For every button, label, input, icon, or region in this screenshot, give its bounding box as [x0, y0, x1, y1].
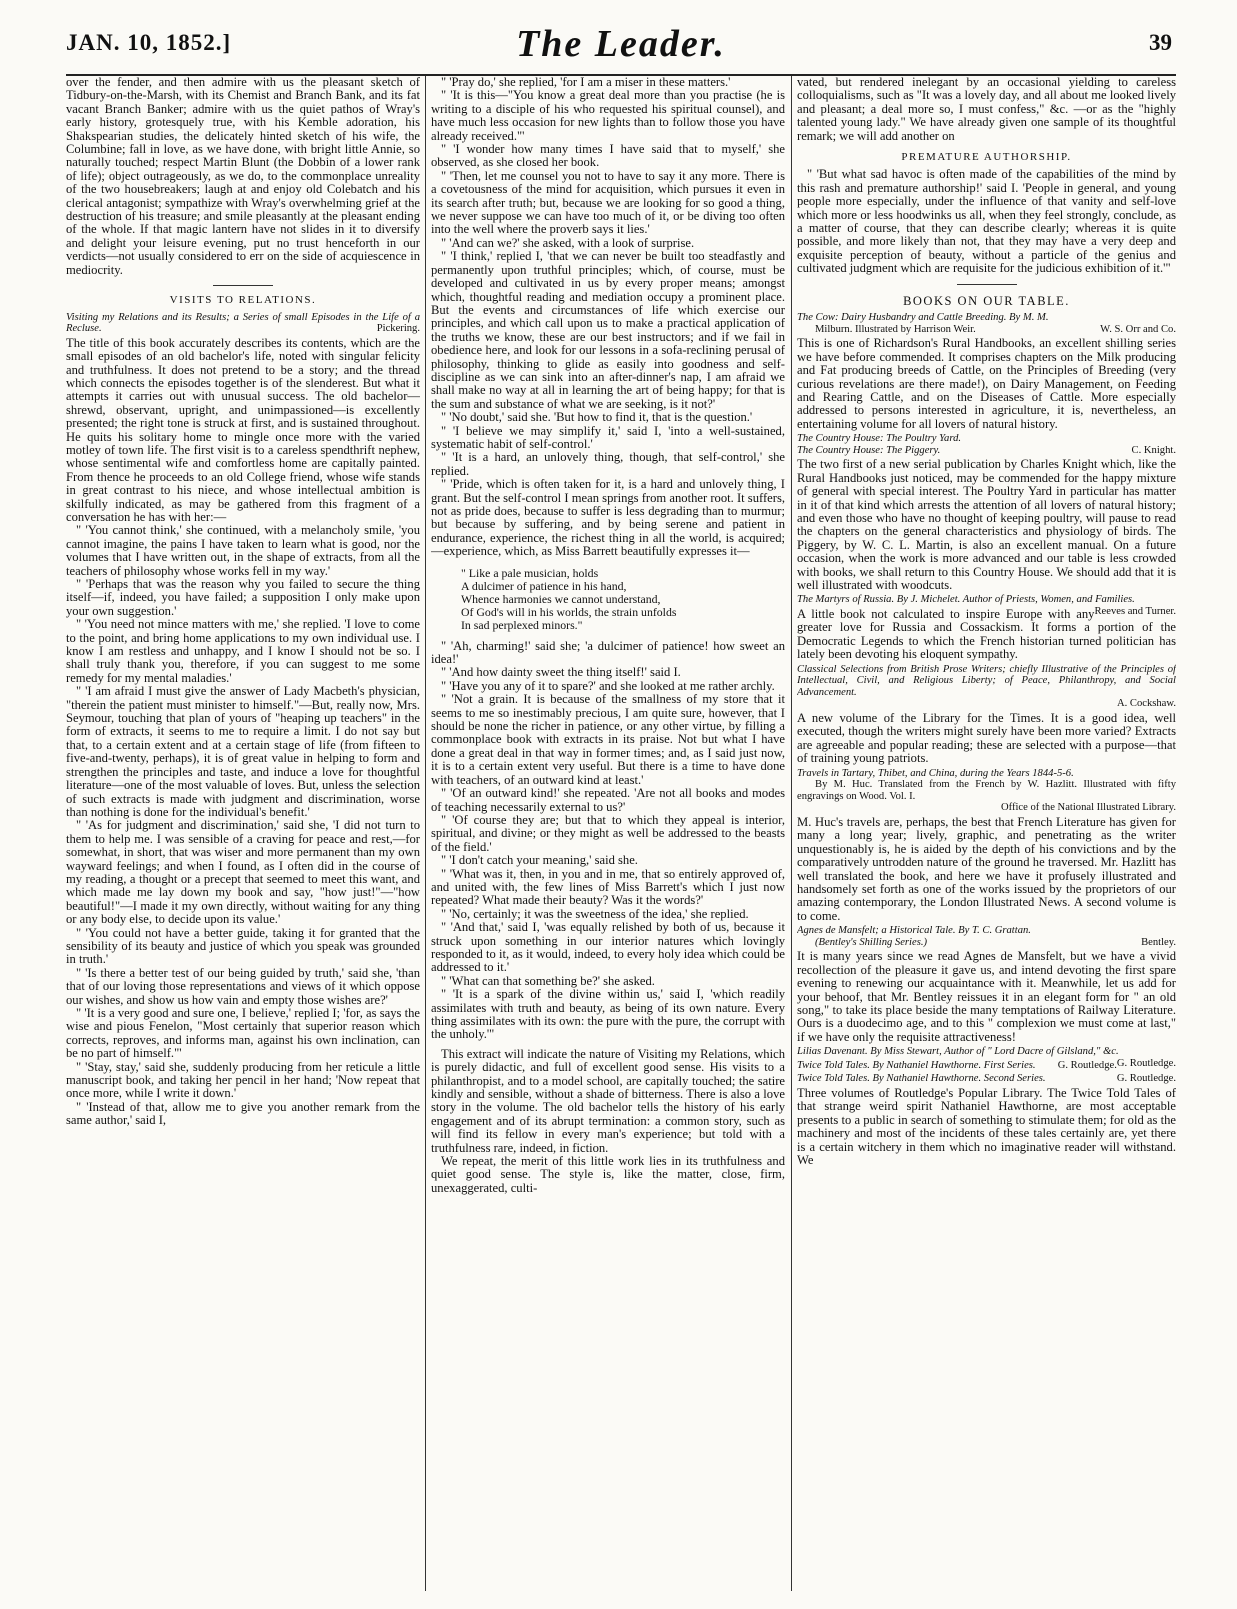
paragraph: " 'It is this—"You know a great deal more than you practise (he is writing to a disciple of his who requested his spiritual counsel), and have much less occasion for new lights than to follow those you have already received."' — [431, 88, 785, 143]
paragraph: " 'You could not have a better guide, taking it for granted that the sensibility of its beauty and justice of which you speak was grounded in truth.' — [66, 925, 420, 967]
section-heading: BOOKS ON OUR TABLE. — [903, 293, 1070, 308]
publisher: Bentley. — [1141, 936, 1176, 948]
book-title: The Country House: The Poultry Yard. — [797, 433, 962, 445]
issue-date: JAN. 10, 1852.] — [66, 30, 232, 55]
verse-quotation — [461, 567, 785, 632]
section-heading: VISITS TO RELATIONS. — [169, 294, 317, 307]
paragraph: " 'Of course they are; but that to which they appeal is interior, spiritual, and divine; or they might as well be addressed to the beasts of the field.' — [431, 812, 785, 854]
paragraph: " 'I believe we may simplify it,' said I, 'into a well-sustained, systematic habit of self-control.' — [431, 423, 785, 451]
book-title: Twice Told Tales. By Nathaniel Hawthorne. Second Series. — [797, 1073, 1046, 1085]
verse-line: " Like a pale musician, holds — [461, 565, 599, 580]
column-2 — [431, 76, 785, 1591]
book-citation — [797, 664, 1176, 710]
book-title: Twice Told Tales. By Nathaniel Hawthorne. First Series. — [797, 1059, 1036, 1071]
paragraph: " 'Instead of that, allow me to give you another remark from the same author,' said I, — [66, 1099, 420, 1128]
paragraph: " 'Perhaps that was the reason why you failed to secure the thing itself—if, indeed, you have failed; a supposition I only make upon your own suggestion.' — [66, 577, 420, 618]
review-paragraph: It is many years since we read Agnes de Mansfelt, but we have a vivid recollection of the pleasure it gave us, and intend devoting the first spare evening to renewing our acquaintance with it. Meanwhile, let us add for your behoof, that Mr. Bentley reissues it in an elegant form for " an old song," to take its place beside the many temptations of Railway Literature. Ours is a duodecimo age, and to this " complexion we must come at last," if we have only the requisite attractiveness! — [797, 949, 1176, 1044]
paragraph: " 'No doubt,' said she. 'But how to find it, that is the question.' — [441, 410, 753, 425]
paragraph: This extract will indicate the nature of Visiting my Relations, which is purely didactic, and full of excellent good sense. His visits to a philanthropist, and to a model school, are capitally touched; the satire kindly and sensible, without a shade of bitterness. There is also a love story in the volume. The old bachelor tells the history of his early engagement and of its abrupt termination: a common story, such as will find its fellow in every man's experience; but told with a truthfulness rare, indeed, in fiction. — [431, 1046, 785, 1155]
review-paragraph: M. Huc's travels are, perhaps, the best that French Literature has given for many a long year; lively, graphic, and penetrating as the writer unquestionably is, he is aided by the depth of his convictions and by the comparatively untrodden nature of the ground he traversed. Mr. Hazlitt has well translated the book, and here we have it profusely illustrated and handsomely set forth as one of the works issued by the proprietors of our amazing contemporary, the London Illustrated News. A second volume is to come. — [797, 814, 1176, 923]
paragraph: " 'And how dainty sweet the thing itself!' said I. — [441, 665, 681, 680]
paragraph: We repeat, the merit of this little work lies in its truthfulness and quiet good sense. The style is, like the matter, close, firm, unexaggerated, culti- — [431, 1154, 785, 1195]
publisher: W. S. Orr and Co. — [1100, 323, 1176, 335]
paragraph: " 'Not a grain. It is because of the smallness of my store that it seems to me so inestimably precious, I am quite sure, however, that I should be none the richer in patience, or any other virtue, by filling a commonplace book with extracts in its praise. Not but what I have done a great deal in that way in former times; and, as I said just now, it is to a certain extent very useful. But there is a time to have done with teachers, of an outward kind at least.' — [431, 692, 785, 787]
section-subheading: PREMATURE AUTHORSHIP. — [901, 151, 1072, 164]
book-author: Milburn. Illustrated by Harrison Weir. — [815, 323, 976, 335]
paragraph: " 'It is a hard, an unlovely thing, though, that self-control,' she replied. — [431, 450, 785, 478]
page-number: 39 — [1149, 30, 1172, 55]
paragraph: " 'Stay, stay,' said she, suddenly producing from her reticule a little manuscript book, and taking her pencil in her hand; 'Now repeat that once more, while I write it down.' — [66, 1059, 420, 1101]
book-citation — [797, 433, 1176, 456]
review-paragraph: Three volumes of Routledge's Popular Library. The Twice Told Tales of that strange weird spirit Nathaniel Hawthorne, are most acceptable presents to a public in search of something to stimulate them; for old as the machinery and most of the incidents of these tales certainly are, yet there is a certain witchery in them which no imaginative reader will withstand. We — [797, 1086, 1176, 1168]
paragraph: over the fender, and then admire with us the pleasant sketch of Tidbury-on-the-Marsh, with its Chemist and Branch Bank, and its fat vacant Branch Banker; admire with us the quiet pathos of Wray's early history, grotesquely true, with his Kemble adoration, his Shakspearian studies, the delicately hinted sketch of his wife, the Columbine; fall in love, as we have done, with bright little Annie, so naturally touched; respect Martin Blunt (the Dobbin of a lower rank of life); object outrageously, as we do, to the commonplace unreality of the two housebreakers; laugh at and enjoy old Colebatch and his clerical antagonist; sympathize with Wray's overwhelming grief at the destruction of his treasure; and smile pleasantly at the pleasant ending of the whole. If that magic lantern have not slides in it to diversify and delight your leisure evening, put no trust henceforth in our verdicts—not usually considered to err on the side of acquiescence in mediocrity. — [66, 76, 420, 277]
book-citation — [797, 768, 1176, 814]
masthead — [66, 18, 1176, 76]
paragraph: " 'And that,' said I, 'was equally relished by both of us, because it struck upon something in our interior natures which lovingly responded to it, as it would, indeed, to every holy idea which could be addressed to it.' — [431, 920, 785, 975]
publisher: C. Knight. — [1131, 444, 1176, 456]
paragraph: " 'You cannot think,' she continued, with a melancholy smile, 'you cannot imagine, the pains I have taken to learn what is good, nor the volumes that I have written out, in the shape of extracts, from all the teachers of philosophy whose works fell in my way.' — [66, 523, 420, 578]
paragraph: " 'Pride, which is often taken for it, is a hard and unlovely thing, I grant. But the self-control I mean springs from another root. It suffers, not as pride does, because to suffer is less degrading than to murmur; but because by suffering, and by being serene and patient in endurance, experience, the richest thing in all the world, is acquired;—experience, which, as Miss Barrett beautifully expresses it— — [431, 477, 785, 559]
book-citation — [66, 312, 420, 335]
newspaper-title: The Leader. — [516, 23, 726, 65]
column-1 — [66, 76, 420, 1591]
paragraph: " 'Ah, charming!' said she; 'a dulcimer of patience! how sweet an idea!' — [431, 638, 785, 667]
book-citation — [797, 312, 1176, 335]
publisher: G. Routledge. — [1116, 1057, 1176, 1069]
paragraph: " 'Pray do,' she replied, 'for I am a miser in these matters.' — [441, 76, 731, 89]
section-divider — [957, 284, 1017, 285]
book-author: By M. Huc. Translated from the French by W. Hazlitt. Illustrated with fifty engravings on Wood. Vol. I. — [797, 779, 1176, 802]
review-paragraph: A little book not calculated to inspire Europe with any greater love for Russia and Cossackism. It forms a portion of the Democratic Legends to which the French historian turned politician has lately been devoting his eloquent sympathy. — [797, 606, 1176, 662]
paragraph: " 'Is there a better test of our being guided by truth,' said she, 'than that of our loving those representations and views of it which oppose our wishes, and show us how vain and empty those wishes are?' — [66, 965, 420, 1007]
verse-line: Of God's will in his worlds, the strain unfolds — [461, 604, 677, 619]
paragraph: " 'It is a spark of the divine within us,' said I, 'which readily assimilates with truth and beauty, as being of its own nature. Every thing assimilates with its own: the pure with the pure, the corrupt with the unholy.'" — [431, 987, 785, 1042]
book-title: Lilias Davenant. By Miss Stewart, Author of " Lord Dacre of Gilsland," &c. — [797, 1046, 1119, 1058]
paragraph: " 'It is a very good and sure one, I believe,' replied I; 'for, as says the wise and pious Fenelon, "Most certainly that superior reason which corrects, reproves, and informs man, against his own inclination, can be no part of himself."' — [66, 1006, 420, 1061]
book-title: The Martyrs of Russia. By J. Michelet. Author of Priests, Women, and Families. — [797, 594, 1135, 606]
publisher: A. Cockshaw. — [1116, 698, 1176, 710]
paragraph: " 'What was it, then, in you and in me, that so entirely approved of, and united with, the few lines of Miss Barrett's which I just now repeated? What made their beauty? Was it the words?' — [431, 866, 785, 908]
paragraph: vated, but rendered inelegant by an occasional yielding to careless colloquialisms, such as "It was a lovely day, and all about me looked lively and pleasant; a deal more so, I must confess," &c. —or as the "highly talented young lady." We have already given one sample of its thoughtful remark; we will add another on — [797, 76, 1176, 143]
paragraph: " 'I am afraid I must give the answer of Lady Macbeth's physician, "therein the patient must minister to himself."—But, really now, Mrs. Seymour, touching that plan of yours of "heaping up teachers" in the form of extracts, it seems to me to require a limit. I do not say but that, to a certain extent and at a certain stage of life (from fifteen to five-and-twenty, perhaps), it is of great value in helping to form and strengthen the principles and taste, and induce a love for thoughtful literature—one of the most valuable of loves. But, unless the selection of such extracts is made with judgment and discrimination, worse than nothing is done for the individual's benefit.' — [66, 684, 420, 819]
book-title: Visiting my Relations and its Results; a Series of small Episodes in the Life of a Recluse. — [66, 311, 420, 335]
book-citation — [797, 925, 1176, 948]
paragraph: " 'Of an outward kind!' she repeated. 'Are not all books and modes of teaching necessarily external to us?' — [431, 786, 785, 814]
paragraph: " 'What can that something be?' she asked. — [441, 973, 655, 988]
paragraph: " 'I wonder how many times I have said that to myself,' she observed, as she closed her book. — [431, 142, 785, 170]
section-divider — [213, 285, 273, 286]
publisher: Pickering. — [376, 323, 420, 335]
publisher: Office of the National Illustrated Library. — [1000, 802, 1176, 814]
paragraph: The title of this book accurately describes its contents, which are the small episodes of an old bachelor's life, noted with singular felicity and truthfulness. It does not pretend to be a story; and the thread which connects the episodes together is of the slenderest. But what it attempts it carries out with unusual success. The old bachelor—shrewd, observant, upright, and unimpassioned—is excellently presented; the right tone is struck at first, and is sustained throughout. He quits his solitary home to mingle once more with the varied motley of town life. The first visit is to a careless spendthrift nephew, whose sentimental wife and comfortless home are capitally painted. From thence he proceeds to an old College friend, whose wife stands in great contrast to his niece, and whose intellectual ambition is skilfully indicated, as may be gathered from this fragment of a conversation he has with her:— — [66, 335, 420, 524]
review-paragraph: This is one of Richardson's Rural Handbooks, an excellent shilling series we have before commended. It comprises chapters on the Milk producing and Fat producing breeds of Cattle, on the Principles of Breeding (very curious revelations are there made!), on Dairy Management, on Feeding and Rearing Cattle, and on the Diseases of Cattle. More especially addressed to persons interested in agriculture, it is, nevertheless, an entertaining volume for all lovers of natural history. — [797, 336, 1176, 431]
book-citation — [797, 594, 1176, 617]
column-rule — [791, 76, 792, 1591]
book-title: The Country House: The Piggery. — [797, 444, 941, 456]
verse-line: Whence harmonies we cannot understand, — [461, 591, 661, 606]
book-citation — [797, 1073, 1176, 1085]
column-rule — [425, 76, 426, 1591]
review-paragraph: The two first of a new serial publication by Charles Knight which, like the Rural Handbooks just noticed, may be commended for the happy mixture of general with special interest. The Poultry Yard in particular has matter in it of that kind which arrests the attention of all lovers of natural history; and even those who have no thought of keeping poultry, will pause to read the chapters on the general characteristics and physiology of birds. The Piggery, by W. C. L. Martin, is also an excellent manual. On a future occasion, when the work is more advanced and our table is less crowded with books, we shall return to this Country House. We should add that it is well illustrated with woodcuts. — [797, 457, 1176, 592]
publisher: Reeves and Turner. — [1094, 605, 1176, 617]
paragraph: " 'You need not mince matters with me,' she replied. 'I love to come to the point, and bring home applications to my own individual use. I know I am restless and unhappy, and I know I should not be so. I shall truly thank you, therefore, if you can suggest to me some remedy for my mental maladies.' — [66, 617, 420, 685]
paragraph: " 'I think,' replied I, 'that we can never be built too steadfastly and permanently upon truthful principles; which, of course, must be developed and cultivated in us by every proper means; amongst which, thoughtful reading and mediation occupy a prominent place. But the events and circumstances of life which exercise our principles, and which call upon us to make a practical application of the truths we know, these are our best instructors; and if we fail in obedience here, and look for our lessons in a sofa-reclining perusal of philosophy, thinking to glide as easily into goodness and self-discipline as we can sink into an after-dinner's nap, I am afraid we shall make no way at all in learning the art of being happy; for that is the sum and substance of what we are seeking, is it not?' — [431, 249, 785, 411]
paragraph: " 'I don't catch your meaning,' said she. — [441, 853, 638, 868]
book-title: Classical Selections from British Prose Writers; chiefly Illustrative of the Principles of Intellectual, Civil, and Religious Liberty; of Peace, Philanthropy, and Social Advancement. — [797, 663, 1176, 698]
book-title: Travels in Tartary, Thibet, and China, during the Years 1844-5-6. — [797, 767, 1074, 779]
verse-line: In sad perplexed minors." — [461, 617, 583, 632]
verse-line: A dulcimer of patience in his hand, — [461, 578, 627, 593]
book-title: The Cow: Dairy Husbandry and Cattle Breeding. By M. M. — [797, 312, 1049, 324]
review-paragraph: A new volume of the Library for the Times. It is a good idea, well executed, though the writers might surely have been more varied? Extracts are agreeable and popular reading; these are selected with a purpose—that of training young patriots. — [797, 710, 1176, 766]
publisher: G. Routledge. — [1116, 1073, 1176, 1085]
publisher: G. Routledge. — [1057, 1059, 1117, 1071]
paragraph: " 'Have you any of it to spare?' and she looked at me rather archly. — [441, 678, 775, 693]
column-3 — [797, 76, 1176, 1591]
paragraph: " 'But what sad havoc is often made of the capabilities of the mind by this rash and premature authorship!' said I. 'People in general, and young people more especially, under the influence of that vanity and self-love which more or less hoodwinks us all, when they feel strongly, conclude, as a matter of course, that they can describe clearly; whereas it is quite possible, and more likely than not, that they may have a very deep and exquisite perception of beauty, without a particle of the genius and cultivated judgment which are requisite for the judicious exhibition of it.'" — [797, 167, 1176, 276]
paragraph: " 'And can we?' she asked, with a look of surprise. — [441, 235, 695, 250]
paragraph: " 'Then, let me counsel you not to have to say it any more. There is a covetousness of the mind for acquisition, which pursues it even in its search after truth; but, because we are looking for so good a thing, we never suppose we can have too much of it, or be diving too often into the well where the proverb says it lies.' — [431, 168, 785, 237]
paragraph: " 'As for judgment and discrimination,' said she, 'I did not turn to them to help me. I was sensible of a craving for peace and rest,—for somewhat, in short, that was wiser and more permanent than my own wayward feelings; and when I found, as I often did in the course of my reading, a thought or a precept that seemed to meet this want, and which made me lay down my book and say, "how just!"—"how beautiful!"—I made it my own directly, without waiting for any thing or any body else, to decide upon its value.' — [66, 818, 420, 927]
paragraph: " 'No, certainly; it was the sweetness of the idea,' she replied. — [441, 906, 749, 921]
book-title: Agnes de Mansfelt; a Historical Tale. By T. C. Grattan. — [797, 925, 1031, 937]
book-series: (Bentley's Shilling Series.) — [815, 936, 927, 948]
